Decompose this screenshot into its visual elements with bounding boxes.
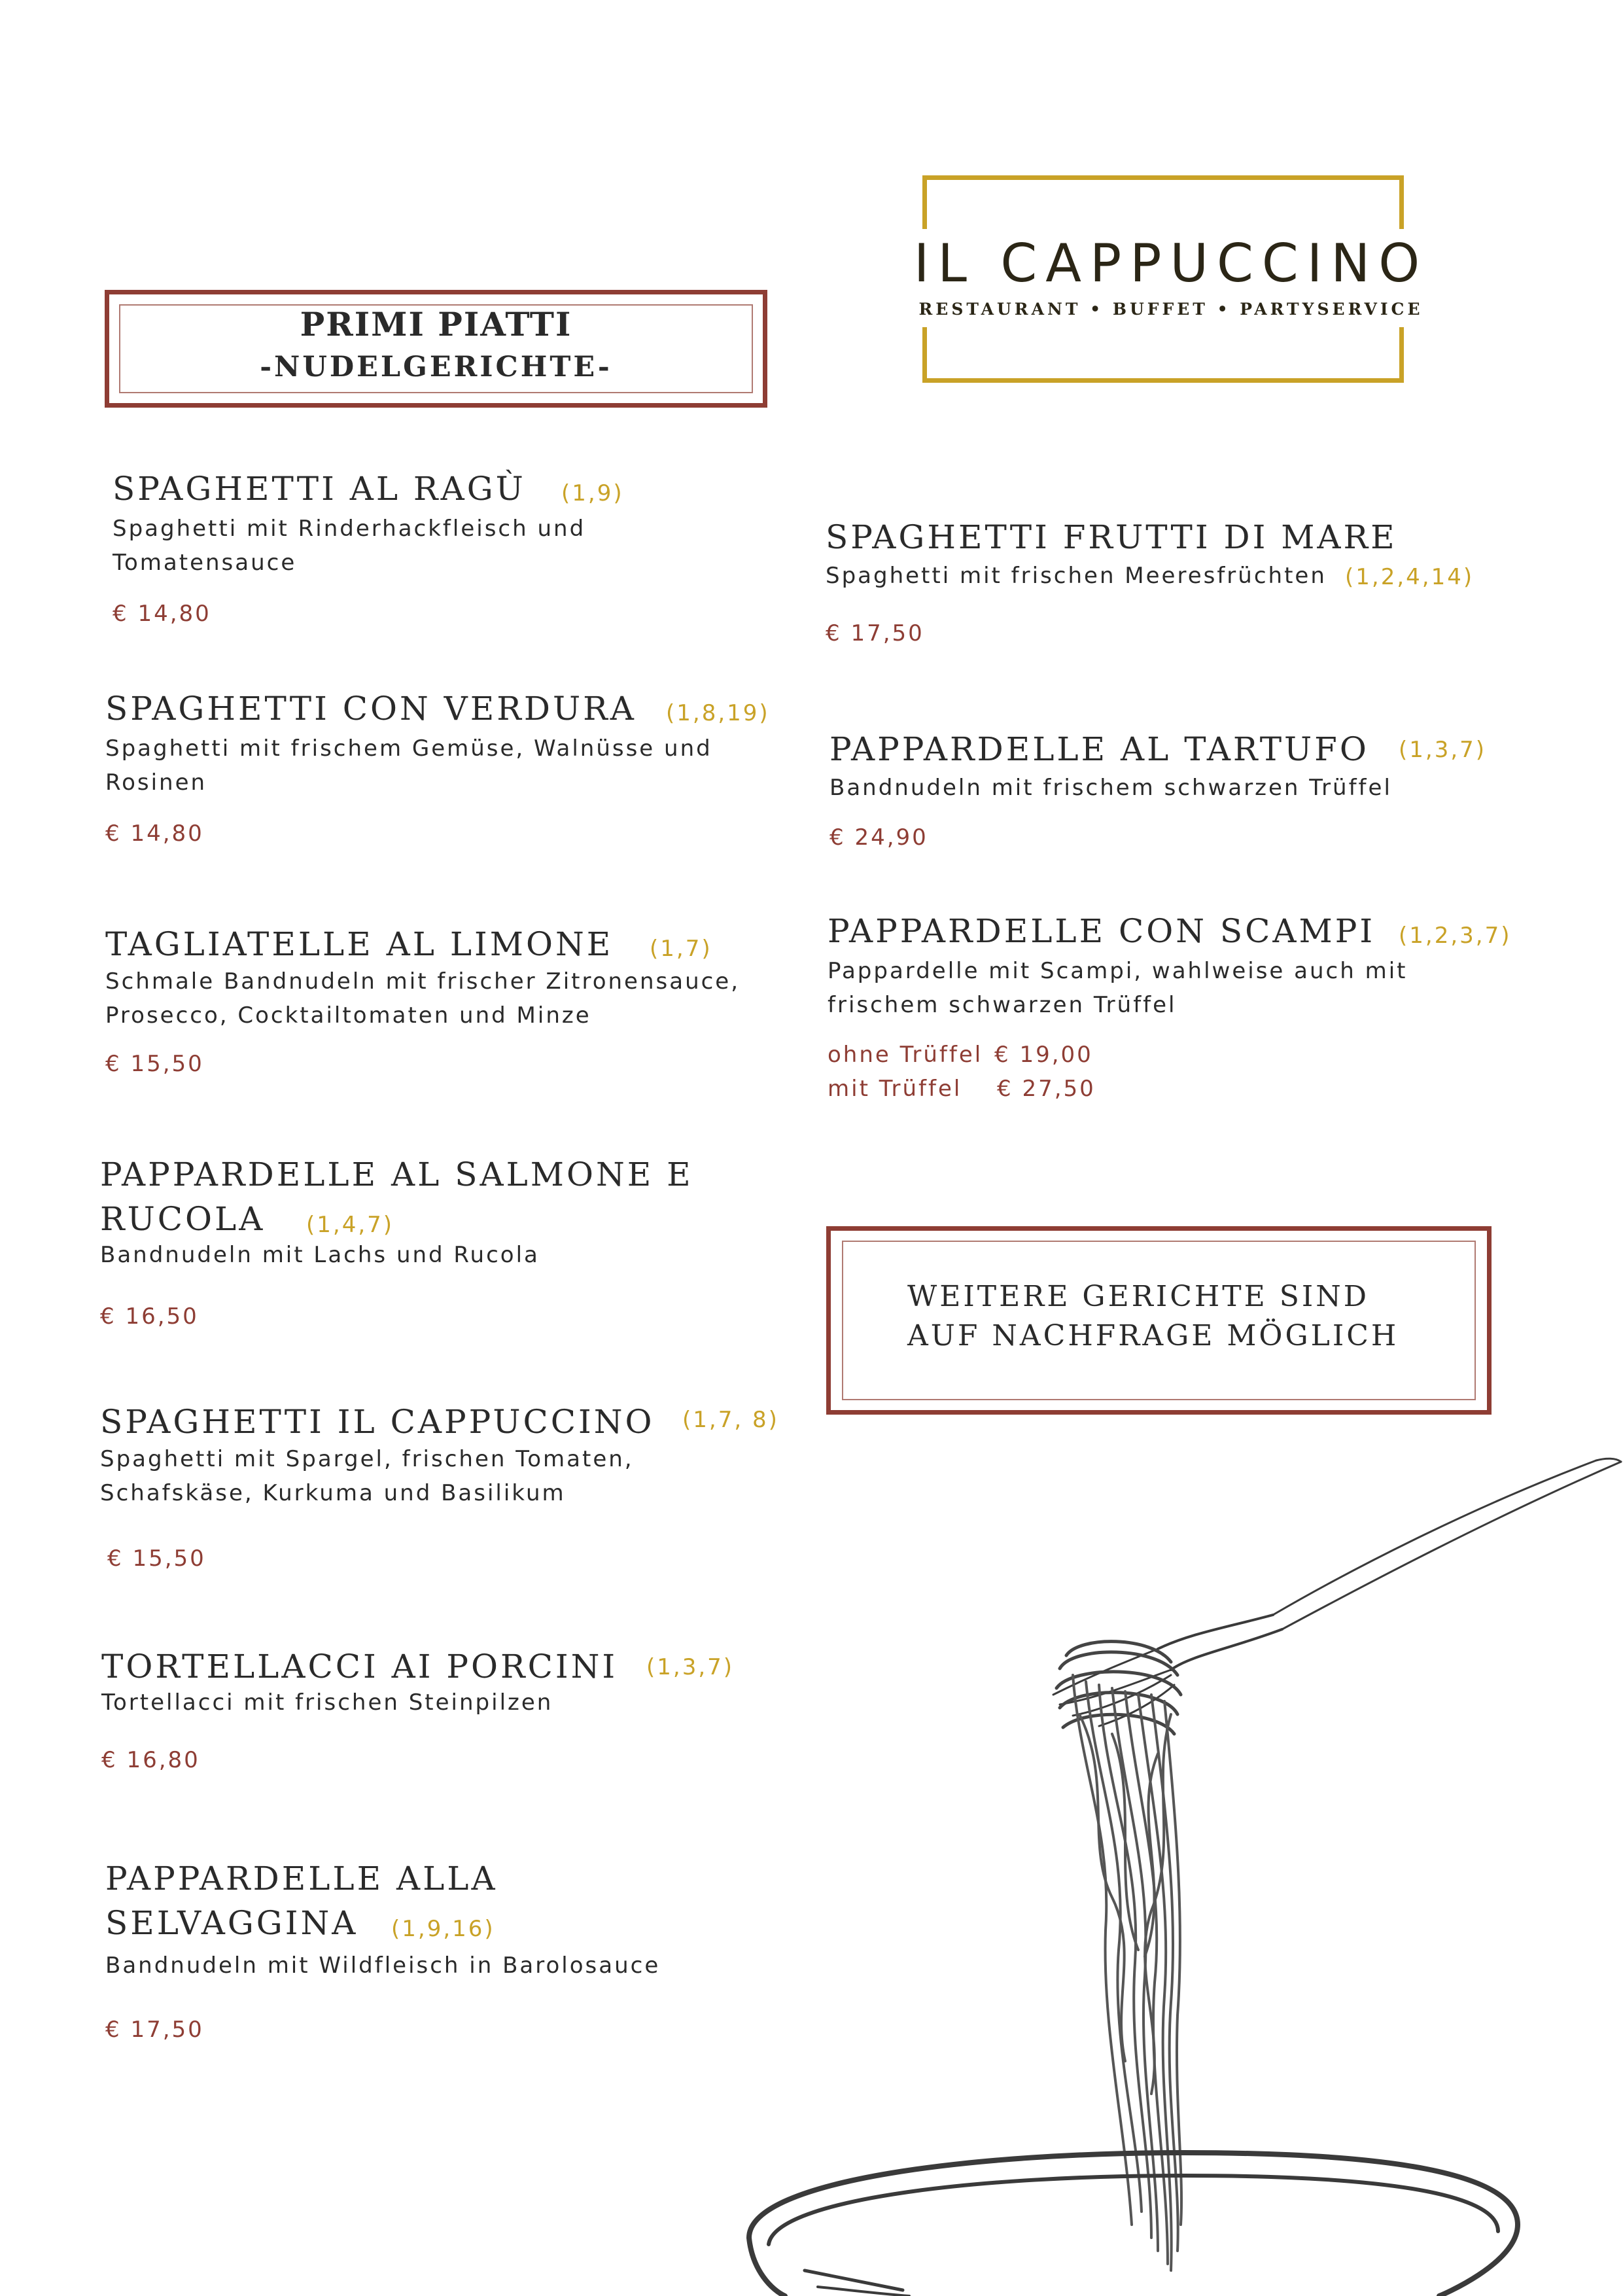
dish-allergens: (1,7) (650, 936, 712, 962)
dish-price: € 16,50 (100, 1303, 199, 1330)
dish-price: € 27,50 (997, 1076, 1096, 1102)
dish-name: PAPPARDELLE CON SCAMPI (828, 912, 1376, 950)
dish-name: SPAGHETTI AL RAGÙ (113, 470, 526, 508)
dish-price: € 24,90 (829, 824, 928, 851)
logo-title: IL CAPPUCCINO (913, 233, 1429, 294)
dish-price: € 14,80 (105, 821, 204, 847)
dish-description: Pappardelle mit Scampi, wahlweise auch mit (828, 958, 1408, 984)
dish-allergens: (1,3,7) (646, 1654, 735, 1680)
dish-name: SELVAGGINA (105, 1904, 358, 1942)
price-label-with-truffle: mit Trüffel (828, 1076, 962, 1102)
dish-price: € 15,50 (107, 1545, 206, 1572)
spaghetti-fork-bowl-icon (733, 1439, 1623, 2296)
dish-price: € 19,00 (994, 1042, 1093, 1068)
dish-allergens: (1,2,3,7) (1399, 923, 1512, 949)
section-title: PRIMI PIATTI (300, 305, 572, 344)
note-line-2: AUF NACHFRAGE MÖGLICH (907, 1319, 1399, 1352)
section-subtitle: -NUDELGERICHTE- (260, 351, 612, 383)
dish-allergens: (1,2,4,14) (1345, 564, 1475, 590)
dish-name: TAGLIATELLE AL LIMONE (105, 925, 614, 963)
dish-name: PAPPARDELLE ALLA (105, 1860, 498, 1898)
dish-name: RUCOLA (100, 1200, 266, 1238)
dish-name: PAPPARDELLE AL SALMONE E (100, 1156, 693, 1193)
dish-price: € 14,80 (113, 601, 211, 627)
dish-price: € 15,50 (105, 1051, 204, 1077)
dish-name: PAPPARDELLE AL TARTUFO (829, 730, 1369, 768)
dish-description: Schafskäse, Kurkuma und Basilikum (100, 1480, 566, 1506)
dish-name: TORTELLACCI AI PORCINI (101, 1648, 618, 1686)
dish-allergens: (1,8,19) (666, 700, 770, 726)
dish-description: Bandnudeln mit Lachs und Rucola (100, 1242, 540, 1268)
dish-description: Bandnudeln mit Wildfleisch in Barolosauce (105, 1952, 661, 1979)
dish-description: Bandnudeln mit frischem schwarzen Trüffel (829, 775, 1392, 801)
dish-description: Spaghetti mit Rinderhackfleisch und (113, 516, 586, 542)
dish-name: SPAGHETTI IL CAPPUCCINO (100, 1403, 655, 1441)
dish-description: Tomatensauce (113, 550, 297, 576)
price-label-without-truffle: ohne Trüffel (828, 1042, 983, 1068)
dish-description: Prosecco, Cocktailtomaten und Minze (105, 1002, 591, 1029)
dish-description: Tortellacci mit frischen Steinpilzen (101, 1689, 553, 1716)
dish-allergens: (1,9) (561, 480, 624, 506)
note-line-1: WEITERE GERICHTE SIND (907, 1280, 1369, 1313)
dish-allergens: (1,3,7) (1399, 737, 1487, 763)
dish-price: € 16,80 (101, 1747, 200, 1773)
dish-description: Spaghetti mit frischem Gemüse, Walnüsse und (105, 735, 712, 762)
dish-price: € 17,50 (105, 2017, 204, 2043)
dish-description: Spaghetti mit frischen Meeresfrüchten (826, 563, 1327, 589)
dish-price: € 17,50 (826, 620, 924, 646)
dish-description: frischem schwarzen Trüffel (828, 992, 1177, 1018)
dish-description: Spaghetti mit Spargel, frischen Tomaten, (100, 1446, 634, 1472)
dish-name: SPAGHETTI CON VERDURA (105, 690, 637, 728)
dish-allergens: (1,4,7) (306, 1212, 394, 1238)
dish-allergens: (1,9,16) (391, 1916, 495, 1942)
dish-name: SPAGHETTI FRUTTI DI MARE (826, 518, 1397, 556)
dish-description: Rosinen (105, 769, 207, 796)
dish-allergens: (1,7, 8) (682, 1407, 779, 1433)
dish-description: Schmale Bandnudeln mit frischer Zitronensauce, (105, 968, 741, 995)
logo-subtitle: RESTAURANT • BUFFET • PARTYSERVICE (918, 300, 1423, 319)
